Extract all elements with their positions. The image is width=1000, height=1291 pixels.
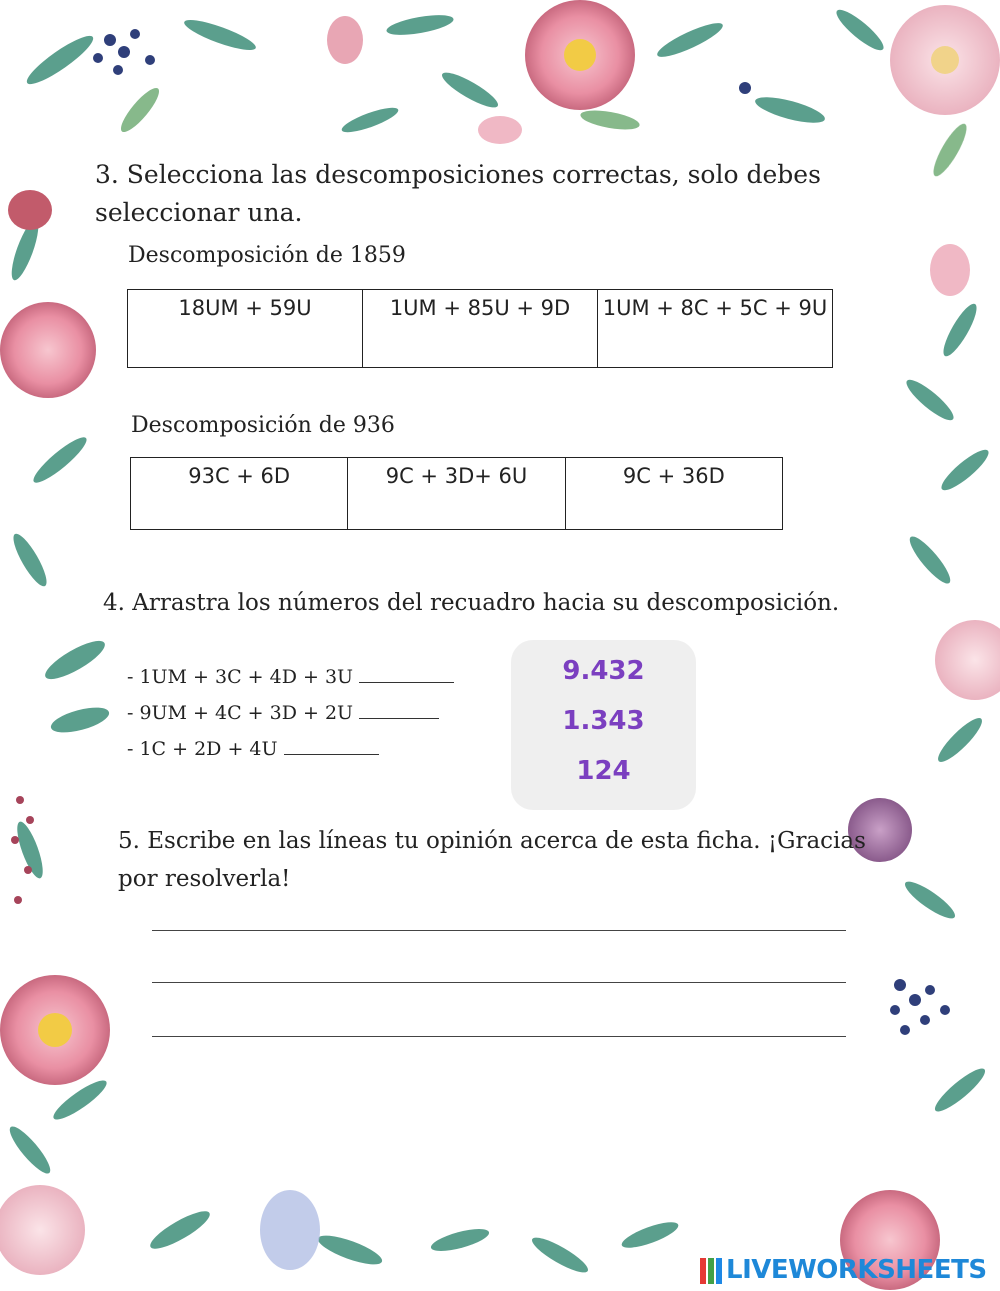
drag-item-2-label: - 9UM + 4C + 3D + 2U: [127, 702, 354, 724]
answer-line-3[interactable]: [152, 1036, 846, 1037]
draggable-number-2[interactable]: 1.343: [562, 706, 645, 736]
drag-item-2: [127, 700, 439, 724]
option-936-a[interactable]: 93C + 6D: [131, 458, 348, 530]
option-1859-a[interactable]: 18UM + 59U: [128, 290, 363, 368]
answer-line-2[interactable]: [152, 982, 846, 983]
answer-line-1[interactable]: [152, 930, 846, 931]
numbers-box: [511, 640, 696, 810]
drop-zone-2[interactable]: [359, 700, 439, 719]
group-1859-label: Descomposición de 1859: [128, 243, 406, 268]
options-table-936: [130, 457, 783, 530]
option-1859-c[interactable]: 1UM + 8C + 5C + 9U: [598, 290, 833, 368]
question-5-line-2: por resolverla!: [118, 866, 291, 892]
option-936-c[interactable]: 9C + 36D: [565, 458, 782, 530]
question-3-line-2: seleccionar una.: [95, 198, 303, 227]
option-936-b[interactable]: 9C + 3D+ 6U: [348, 458, 565, 530]
question-5-line-1: 5. Escribe en las líneas tu opinión acerca de esta ficha. ¡Gracias: [118, 828, 866, 854]
live-badge-icon: [700, 1258, 722, 1284]
question-4-title: 4. Arrastra los números del recuadro hacia su descomposición.: [103, 590, 840, 616]
drag-item-1: [127, 664, 454, 688]
drop-zone-3[interactable]: [284, 736, 379, 755]
option-1859-b[interactable]: 1UM + 85U + 9D: [363, 290, 598, 368]
liveworksheets-logo: [700, 1255, 992, 1285]
draggable-number-3[interactable]: 124: [576, 756, 631, 786]
question-5-title: [118, 822, 866, 898]
draggable-number-1[interactable]: 9.432: [562, 656, 645, 686]
drop-zone-1[interactable]: [359, 664, 454, 683]
brand-text: LIVEWORKSHEETS: [726, 1255, 987, 1285]
question-3-line-1: 3. Selecciona las descomposiciones correctas, solo debes: [95, 160, 821, 189]
drag-item-1-label: - 1UM + 3C + 4D + 3U: [127, 666, 354, 688]
options-table-1859: [127, 289, 833, 368]
drag-item-3: [127, 736, 379, 760]
group-936-label: Descomposición de 936: [131, 413, 395, 438]
drag-item-3-label: - 1C + 2D + 4U: [127, 738, 278, 760]
question-3-title: [95, 156, 821, 232]
